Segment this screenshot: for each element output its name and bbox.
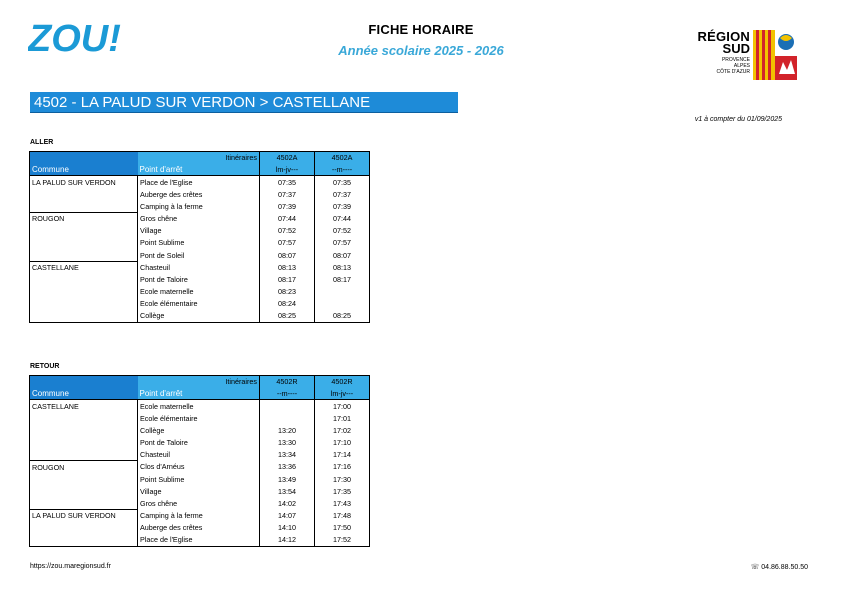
footer-phone <box>751 563 808 571</box>
region-sud-logo-text <box>686 30 750 75</box>
table-row <box>30 261 370 273</box>
commune-header: Commune <box>30 388 138 400</box>
table-row <box>30 225 370 237</box>
table-row <box>30 534 370 546</box>
region-logo-line1: RÉGION <box>697 29 750 44</box>
time-cell: 07:44 <box>260 212 315 224</box>
stop-cell: Ecole maternelle <box>138 400 260 412</box>
stop-header: Point d'arrêt <box>138 164 260 176</box>
route-title-banner: 4502 - LA PALUD SUR VERDON > CASTELLANE <box>30 92 458 113</box>
commune-cell <box>30 273 138 285</box>
commune-cell <box>30 286 138 298</box>
time-cell: 13:49 <box>260 473 315 485</box>
time-cell: 07:52 <box>315 225 370 237</box>
table-row <box>30 298 370 310</box>
stop-cell: Pont de Taloire <box>138 436 260 448</box>
route-code: 4502R <box>260 376 315 388</box>
stop-cell: Village <box>138 485 260 497</box>
time-cell: 08:17 <box>260 273 315 285</box>
commune-cell <box>30 188 138 200</box>
commune-cell: ROUGON <box>30 212 138 224</box>
page-subtitle: Année scolaire 2025 - 2026 <box>338 43 504 58</box>
table-row <box>30 461 370 473</box>
time-cell: 08:23 <box>260 286 315 298</box>
time-cell: 07:57 <box>315 237 370 249</box>
region-logo-line2: SUD <box>722 41 750 56</box>
region-logo-line3: PROVENCE <box>721 57 750 63</box>
commune-cell <box>30 310 138 322</box>
stop-cell: Place de l'Eglise <box>138 534 260 546</box>
time-cell: 07:37 <box>315 188 370 200</box>
table-row <box>30 400 370 412</box>
time-cell: 13:30 <box>260 436 315 448</box>
footer-phone-number: 04.86.88.50.50 <box>761 564 808 571</box>
time-cell: 08:07 <box>315 249 370 261</box>
stop-cell: Collège <box>138 310 260 322</box>
retour-label: RETOUR <box>30 363 60 370</box>
table-row <box>30 176 370 188</box>
time-cell: 07:35 <box>315 176 370 188</box>
time-cell: 07:35 <box>260 176 315 188</box>
commune-cell <box>30 200 138 212</box>
time-cell: 14:10 <box>260 522 315 534</box>
time-cell: 17:35 <box>315 485 370 497</box>
time-cell: 08:25 <box>260 310 315 322</box>
page-title: FICHE HORAIRE <box>368 22 474 37</box>
stop-cell: Auberge des crêtes <box>138 188 260 200</box>
table-row <box>30 212 370 224</box>
commune-cell: LA PALUD SUR VERDON <box>30 510 138 522</box>
time-cell: 17:01 <box>315 412 370 424</box>
time-cell: 17:50 <box>315 522 370 534</box>
commune-cell <box>30 298 138 310</box>
time-cell: 08:13 <box>260 261 315 273</box>
commune-cell <box>30 449 138 461</box>
stop-cell: Collège <box>138 424 260 436</box>
table-row <box>30 436 370 448</box>
time-cell: 17:48 <box>315 510 370 522</box>
commune-cell: ROUGON <box>30 461 138 473</box>
aller-timetable <box>29 151 370 323</box>
time-cell: 13:36 <box>260 461 315 473</box>
time-cell: 07:37 <box>260 188 315 200</box>
header-blank <box>30 376 138 388</box>
commune-cell <box>30 237 138 249</box>
stop-cell: Camping à la ferme <box>138 200 260 212</box>
time-cell: 17:43 <box>315 497 370 509</box>
table-row <box>30 200 370 212</box>
route-code: 4502A <box>315 152 370 164</box>
commune-cell <box>30 424 138 436</box>
time-cell <box>315 298 370 310</box>
commune-cell <box>30 534 138 546</box>
region-sud-logo <box>686 30 801 80</box>
time-cell: 14:02 <box>260 497 315 509</box>
table-row <box>30 473 370 485</box>
time-cell: 08:13 <box>315 261 370 273</box>
time-cell: 17:16 <box>315 461 370 473</box>
time-cell: 17:14 <box>315 449 370 461</box>
commune-cell <box>30 473 138 485</box>
commune-cell <box>30 522 138 534</box>
version-note: v1 à compter du 01/09/2025 <box>694 116 782 123</box>
commune-cell <box>30 249 138 261</box>
itineraries-label: Itinéraires <box>138 376 260 388</box>
time-cell: 14:12 <box>260 534 315 546</box>
table-row <box>30 522 370 534</box>
stop-cell: Ecole élémentaire <box>138 298 260 310</box>
time-cell: 08:07 <box>260 249 315 261</box>
time-cell: 07:57 <box>260 237 315 249</box>
stop-cell: Auberge des crêtes <box>138 522 260 534</box>
time-cell: 07:39 <box>315 200 370 212</box>
table-row <box>30 286 370 298</box>
table-row <box>30 485 370 497</box>
stop-cell: Gros chêne <box>138 212 260 224</box>
stop-cell: Camping à la ferme <box>138 510 260 522</box>
header-blank <box>30 152 138 164</box>
commune-cell <box>30 436 138 448</box>
stop-cell: Point Sublime <box>138 237 260 249</box>
commune-header: Commune <box>30 164 138 176</box>
stop-cell: Chasteuil <box>138 261 260 273</box>
time-cell: 07:39 <box>260 200 315 212</box>
region-logo-line4: ALPES <box>733 63 750 69</box>
table-row <box>30 310 370 322</box>
itineraries-label: Itinéraires <box>138 152 260 164</box>
time-cell: 07:52 <box>260 225 315 237</box>
commune-cell <box>30 497 138 509</box>
time-cell: 17:10 <box>315 436 370 448</box>
days-code: lm-jv--- <box>315 388 370 400</box>
table-row <box>30 188 370 200</box>
time-cell: 17:52 <box>315 534 370 546</box>
table-row <box>30 249 370 261</box>
table-row <box>30 449 370 461</box>
route-code: 4502R <box>315 376 370 388</box>
time-cell <box>260 412 315 424</box>
time-cell: 14:07 <box>260 510 315 522</box>
table-row <box>30 273 370 285</box>
time-cell: 17:02 <box>315 424 370 436</box>
phone-icon: ☏ <box>750 564 762 571</box>
region-flag-icon <box>753 30 797 80</box>
time-cell: 07:44 <box>315 212 370 224</box>
time-cell: 13:20 <box>260 424 315 436</box>
stop-cell: Ecole maternelle <box>138 286 260 298</box>
table-row <box>30 497 370 509</box>
days-code: --m---- <box>315 164 370 176</box>
stop-cell: Place de l'Eglise <box>138 176 260 188</box>
aller-label: ALLER <box>30 139 54 146</box>
stop-cell: Village <box>138 225 260 237</box>
stop-cell: Ecole élémentaire <box>138 412 260 424</box>
time-cell: 08:25 <box>315 310 370 322</box>
stop-cell: Gros chêne <box>138 497 260 509</box>
days-code: lm-jv--- <box>260 164 315 176</box>
table-row <box>30 412 370 424</box>
time-cell: 17:00 <box>315 400 370 412</box>
stop-cell: Clos d'Arnéus <box>138 461 260 473</box>
time-cell: 13:34 <box>260 449 315 461</box>
stop-header: Point d'arrêt <box>138 388 260 400</box>
time-cell <box>260 400 315 412</box>
zou-logo-text: ZOU! <box>28 18 121 58</box>
commune-cell: CASTELLANE <box>30 261 138 273</box>
commune-cell <box>30 412 138 424</box>
footer-url[interactable]: https://zou.maregionsud.fr <box>30 563 111 570</box>
commune-cell: LA PALUD SUR VERDON <box>30 176 138 188</box>
time-cell: 08:24 <box>260 298 315 310</box>
stop-cell: Point Sublime <box>138 473 260 485</box>
table-row <box>30 510 370 522</box>
stop-cell: Chasteuil <box>138 449 260 461</box>
retour-timetable <box>29 375 370 547</box>
time-cell: 17:30 <box>315 473 370 485</box>
stop-cell: Pont de Soleil <box>138 249 260 261</box>
commune-cell: CASTELLANE <box>30 400 138 412</box>
time-cell <box>315 286 370 298</box>
time-cell: 13:54 <box>260 485 315 497</box>
table-row <box>30 237 370 249</box>
time-cell: 08:17 <box>315 273 370 285</box>
commune-cell <box>30 225 138 237</box>
commune-cell <box>30 485 138 497</box>
stop-cell: Pont de Taloire <box>138 273 260 285</box>
route-code: 4502A <box>260 152 315 164</box>
days-code: --m---- <box>260 388 315 400</box>
table-row <box>30 424 370 436</box>
region-logo-line5: CÔTE D'AZUR <box>716 69 750 75</box>
